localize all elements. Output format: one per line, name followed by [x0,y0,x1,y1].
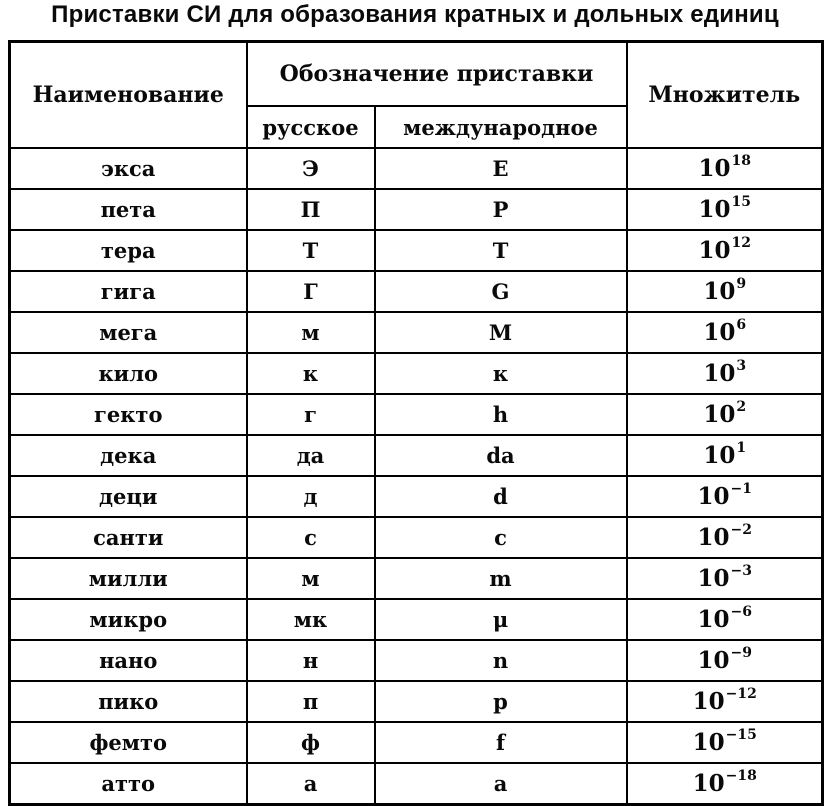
page-title: Приставки СИ для образования кратных и дольных единиц [51,1,779,28]
prefix-name-cell: милли [10,558,247,599]
multiplier-cell [627,599,823,640]
multiplier-exponent: 15 [731,194,752,211]
russian-symbol-cell: к [247,353,375,394]
table-row [10,517,823,558]
prefix-name-cell: санти [10,517,247,558]
prefix-name-cell: экса [10,148,247,189]
multiplier-cell [627,353,823,394]
multiplier-exponent: −12 [725,686,757,703]
multiplier-exponent: −1 [730,481,753,498]
multiplier-base: 10 [698,155,731,182]
multiplier-cell [627,640,823,681]
international-symbol-cell: c [375,517,627,558]
international-symbol-cell: f [375,722,627,763]
prefix-table-body [10,148,823,805]
multiplier-exponent: −18 [725,768,757,785]
international-symbol-cell: G [375,271,627,312]
multiplier-cell [627,189,823,230]
russian-symbol-cell: с [247,517,375,558]
table-header [10,42,823,149]
international-symbol-cell: M [375,312,627,353]
international-symbol-cell: a [375,763,627,805]
multiplier-base: 10 [703,442,736,469]
table-row [10,312,823,353]
russian-symbol-cell: м [247,312,375,353]
multiplier-cell [627,271,823,312]
prefix-name-cell: атто [10,763,247,805]
multiplier-exponent: −3 [730,563,753,580]
international-symbol-cell: p [375,681,627,722]
prefix-name-cell: кило [10,353,247,394]
table-row [10,476,823,517]
table-row [10,722,823,763]
multiplier-cell [627,312,823,353]
multiplier-exponent: −2 [730,522,753,539]
multiplier-base: 10 [703,278,736,305]
multiplier-base: 10 [697,483,730,510]
russian-symbol-cell: Г [247,271,375,312]
table-row [10,353,823,394]
multiplier-base: 10 [692,688,725,715]
table-row [10,394,823,435]
prefix-name-cell: тера [10,230,247,271]
si-prefixes-table [8,40,824,806]
multiplier-cell [627,476,823,517]
international-symbol-cell: da [375,435,627,476]
table-row [10,189,823,230]
international-symbol-cell: n [375,640,627,681]
prefix-name-cell: фемто [10,722,247,763]
table-row [10,640,823,681]
header-russian: русское [247,106,375,148]
russian-symbol-cell: мк [247,599,375,640]
international-symbol-cell: d [375,476,627,517]
international-symbol-cell: к [375,353,627,394]
multiplier-cell [627,517,823,558]
multiplier-exponent: 9 [736,276,747,293]
table-row [10,558,823,599]
russian-symbol-cell: а [247,763,375,805]
russian-symbol-cell: П [247,189,375,230]
russian-symbol-cell: н [247,640,375,681]
international-symbol-cell: E [375,148,627,189]
header-name: Наименование [10,42,247,149]
multiplier-exponent: 6 [736,317,747,334]
multiplier-cell [627,394,823,435]
prefix-name-cell: деци [10,476,247,517]
multiplier-base: 10 [697,606,730,633]
table-row [10,435,823,476]
prefix-name-cell: гекто [10,394,247,435]
multiplier-cell [627,722,823,763]
russian-symbol-cell: д [247,476,375,517]
table-row [10,681,823,722]
multiplier-cell [627,558,823,599]
multiplier-cell [627,681,823,722]
prefix-name-cell: гига [10,271,247,312]
international-symbol-cell: m [375,558,627,599]
prefix-name-cell: дека [10,435,247,476]
multiplier-cell [627,148,823,189]
prefix-name-cell: нано [10,640,247,681]
multiplier-base: 10 [692,770,725,797]
multiplier-exponent: 1 [736,440,747,457]
header-designation: Обозначение приставки [247,42,627,107]
multiplier-base: 10 [698,196,731,223]
multiplier-exponent: 3 [736,358,747,375]
international-symbol-cell: P [375,189,627,230]
multiplier-base: 10 [703,319,736,346]
international-symbol-cell: μ [375,599,627,640]
multiplier-exponent: −9 [730,645,753,662]
prefix-name-cell: пета [10,189,247,230]
multiplier-cell [627,230,823,271]
prefix-name-cell: микро [10,599,247,640]
russian-symbol-cell: г [247,394,375,435]
international-symbol-cell: T [375,230,627,271]
table-row [10,148,823,189]
multiplier-exponent: 12 [731,235,752,252]
russian-symbol-cell: м [247,558,375,599]
table-row [10,599,823,640]
multiplier-base: 10 [697,524,730,551]
multiplier-exponent: −15 [725,727,757,744]
multiplier-cell [627,435,823,476]
multiplier-exponent: 18 [731,153,752,170]
russian-symbol-cell: да [247,435,375,476]
multiplier-base: 10 [703,360,736,387]
multiplier-base: 10 [697,647,730,674]
header-international: международное [375,106,627,148]
international-symbol-cell: h [375,394,627,435]
multiplier-base: 10 [698,237,731,264]
table-row [10,230,823,271]
russian-symbol-cell: п [247,681,375,722]
multiplier-exponent: 2 [736,399,747,416]
prefix-name-cell: пико [10,681,247,722]
multiplier-base: 10 [692,729,725,756]
multiplier-base: 10 [697,565,730,592]
multiplier-exponent: −6 [730,604,753,621]
russian-symbol-cell: Т [247,230,375,271]
header-multiplier: Множитель [627,42,823,149]
multiplier-base: 10 [703,401,736,428]
russian-symbol-cell: ф [247,722,375,763]
table-row [10,271,823,312]
prefix-name-cell: мега [10,312,247,353]
header-row-main [10,42,823,107]
russian-symbol-cell: Э [247,148,375,189]
